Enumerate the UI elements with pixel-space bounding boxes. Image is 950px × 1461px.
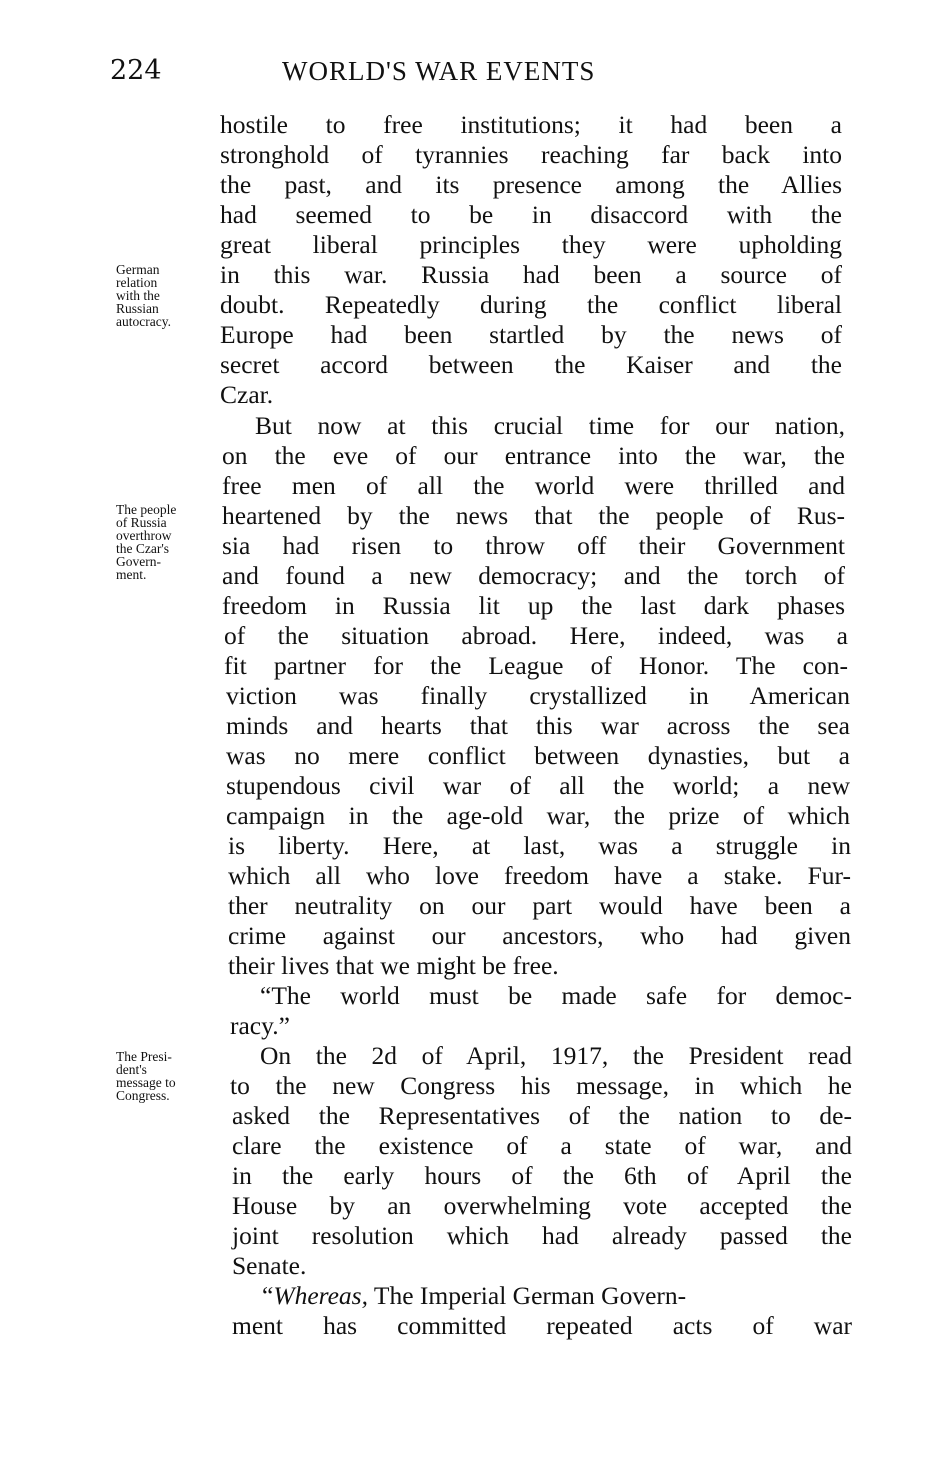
text-line: minds and hearts that this war across the sea — [226, 711, 850, 740]
running-head: WORLD'S WAR EVENTS — [282, 56, 596, 86]
text-line: their lives that we might be free. — [228, 951, 559, 980]
text-line: of the situation abroad. Here, indeed, was a — [224, 621, 848, 650]
text-line: heartened by the news that the people of Rus- — [222, 501, 845, 530]
text-line: great liberal principles they were upholding — [220, 230, 842, 259]
text-line: racy.” — [230, 1011, 290, 1040]
text-line: was no mere conflict between dynasties, but a — [226, 741, 850, 770]
opening-quote: “ — [262, 1281, 274, 1310]
text-line: hostile to free institutions; it had been a — [220, 110, 842, 139]
text-line: had seemed to be in disaccord with the — [220, 200, 842, 229]
text-line: joint resolution which had already passed the — [232, 1221, 852, 1250]
text-line: Senate. — [232, 1251, 307, 1280]
text-line: asked the Representatives of the nation to de- — [232, 1101, 852, 1130]
text-line: is liberty. Here, at last, was a struggle in — [228, 831, 851, 860]
sidenote: German relation with the Russian autocracy. — [116, 262, 171, 329]
text-line: ther neutrality on our part would have been a — [228, 891, 851, 920]
whereas-word: Whereas, — [273, 1281, 368, 1310]
text-line: doubt. Repeatedly during the conflict liberal — [220, 290, 842, 319]
page-number: 224 — [110, 55, 162, 86]
text-line: clare the existence of a state of war, and — [232, 1131, 852, 1160]
text-line: ment has committed repeated acts of war — [232, 1311, 852, 1340]
text-line: stupendous civil war of all the world; a new — [226, 771, 850, 800]
text-line: free men of all the world were thrilled and — [222, 471, 845, 500]
text-line: Europe had been startled by the news of — [220, 320, 842, 349]
text-fragment: The Imperial German Govern- — [373, 1281, 687, 1310]
text-line: But now at this crucial time for our nation, — [255, 411, 845, 440]
text-line: stronghold of tyrannies reaching far back into — [220, 140, 842, 169]
text-line: On the 2d of April, 1917, the President read — [260, 1041, 852, 1070]
text-line: which all who love freedom have a stake. Fur- — [228, 861, 851, 890]
text-line: in this war. Russia had been a source of — [220, 260, 842, 289]
text-line: crime against our ancestors, who had given — [228, 921, 851, 950]
text-line: fit partner for the League of Honor. The con- — [224, 651, 848, 680]
text-line: campaign in the age-old war, the prize of which — [226, 801, 850, 830]
text-line: in the early hours of the 6th of April the — [232, 1161, 852, 1190]
text-line: and found a new democracy; and the torch of — [222, 561, 845, 590]
text-line: freedom in Russia lit up the last dark phases — [222, 591, 845, 620]
sidenote: The Presi- dent's message to Congress. — [116, 1049, 176, 1103]
text-line: to the new Congress his message, in which he — [230, 1071, 852, 1100]
text-line: House by an overwhelming vote accepted the — [232, 1191, 852, 1220]
text-line: on the eve of our entrance into the war, the — [222, 441, 845, 470]
text-line: Czar. — [220, 380, 274, 409]
text-line — [262, 1281, 852, 1311]
text-line: the past, and its presence among the Allies — [220, 170, 842, 199]
text-line: viction was finally crystallized in American — [226, 681, 850, 710]
text-line: “The world must be made safe for democ- — [260, 981, 852, 1010]
sidenote: The people of Russia overthrow the Czar's Govern- ment. — [116, 502, 177, 582]
text-line: secret accord between the Kaiser and the — [220, 350, 842, 379]
text-line: sia had risen to throw off their Government — [222, 531, 845, 560]
